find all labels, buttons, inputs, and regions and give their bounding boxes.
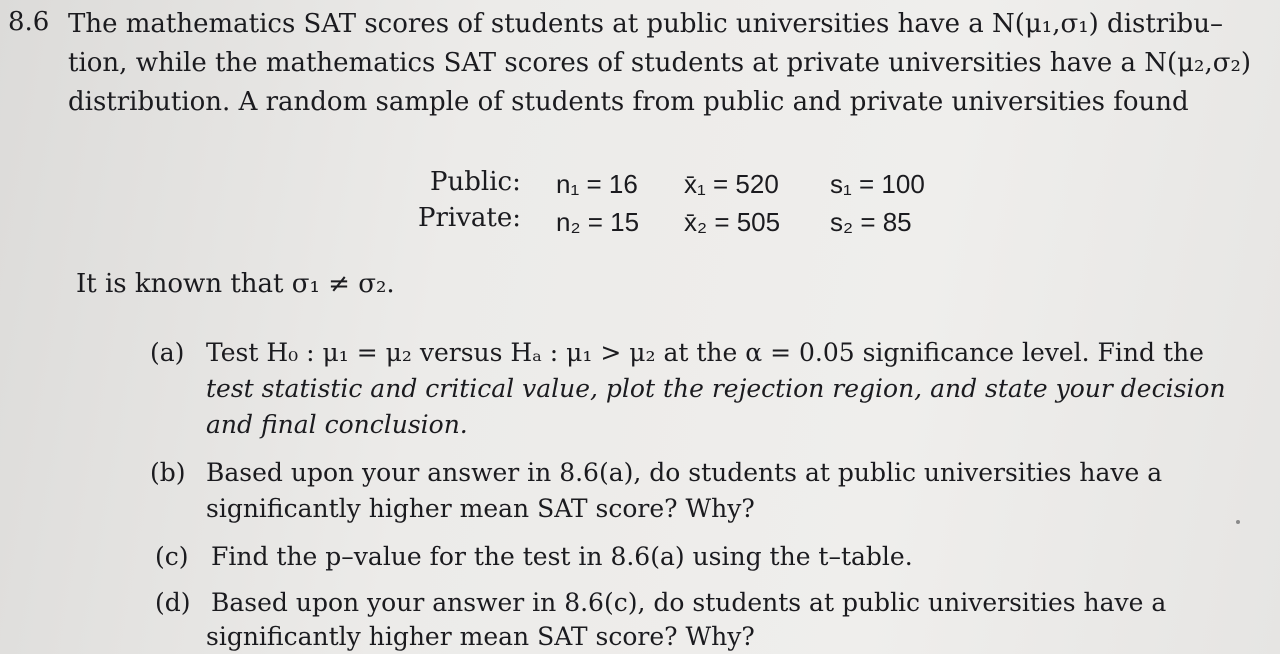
part-d-tag: (d) xyxy=(155,588,191,617)
problem-number: 8.6 xyxy=(8,7,50,37)
part-c-tag: (c) xyxy=(155,542,189,571)
part-a-line-2: test statistic and critical value, plot the rejection region, and state your decision xyxy=(206,374,1226,403)
private-n: n₂ = 15 xyxy=(556,207,640,237)
part-b-line-1: Based upon your answer in 8.6(a), do students at public universities have a xyxy=(206,458,1163,487)
intro-line-3: distribution. A random sample of students from public and private universities found xyxy=(68,87,1189,117)
paper-speck xyxy=(1236,520,1240,524)
part-a xyxy=(150,336,1204,370)
part-b xyxy=(150,456,1162,490)
known-assumption: It is known that σ₁ ≠ σ₂. xyxy=(76,269,395,299)
part-d xyxy=(155,586,1166,620)
part-a-line-1: Test H₀ : μ₁ = μ₂ versus Hₐ : μ₁ > μ₂ at the α = 0.05 significance level. Find the xyxy=(206,338,1204,367)
private-s: s₂ = 85 xyxy=(830,207,912,237)
part-b-line-2: significantly higher mean SAT score? Why? xyxy=(206,494,755,523)
public-s: s₁ = 100 xyxy=(830,169,925,199)
row-label-private: Private: xyxy=(418,203,522,233)
row-label-public: Public: xyxy=(430,167,521,197)
public-xbar: x̄₁ = 520 xyxy=(684,169,779,199)
part-d-line-2: significantly higher mean SAT score? Why? xyxy=(206,622,755,651)
part-b-tag: (b) xyxy=(150,458,186,487)
part-c-line-1: Find the p–value for the test in 8.6(a) using the t–table. xyxy=(211,542,913,571)
intro-line-1: The mathematics SAT scores of students at public universities have a N(μ₁,σ₁) distribu– xyxy=(68,9,1223,39)
part-a-tag: (a) xyxy=(150,338,185,367)
part-c xyxy=(155,540,913,574)
public-n: n₁ = 16 xyxy=(556,169,638,199)
private-xbar: x̄₂ = 505 xyxy=(684,207,781,237)
intro-line-2: tion, while the mathematics SAT scores of students at private universities have a N(μ₂,σ₂) xyxy=(68,48,1252,78)
part-d-line-1: Based upon your answer in 8.6(c), do students at public universities have a xyxy=(211,588,1167,617)
part-a-line-3: and final conclusion. xyxy=(206,410,468,439)
